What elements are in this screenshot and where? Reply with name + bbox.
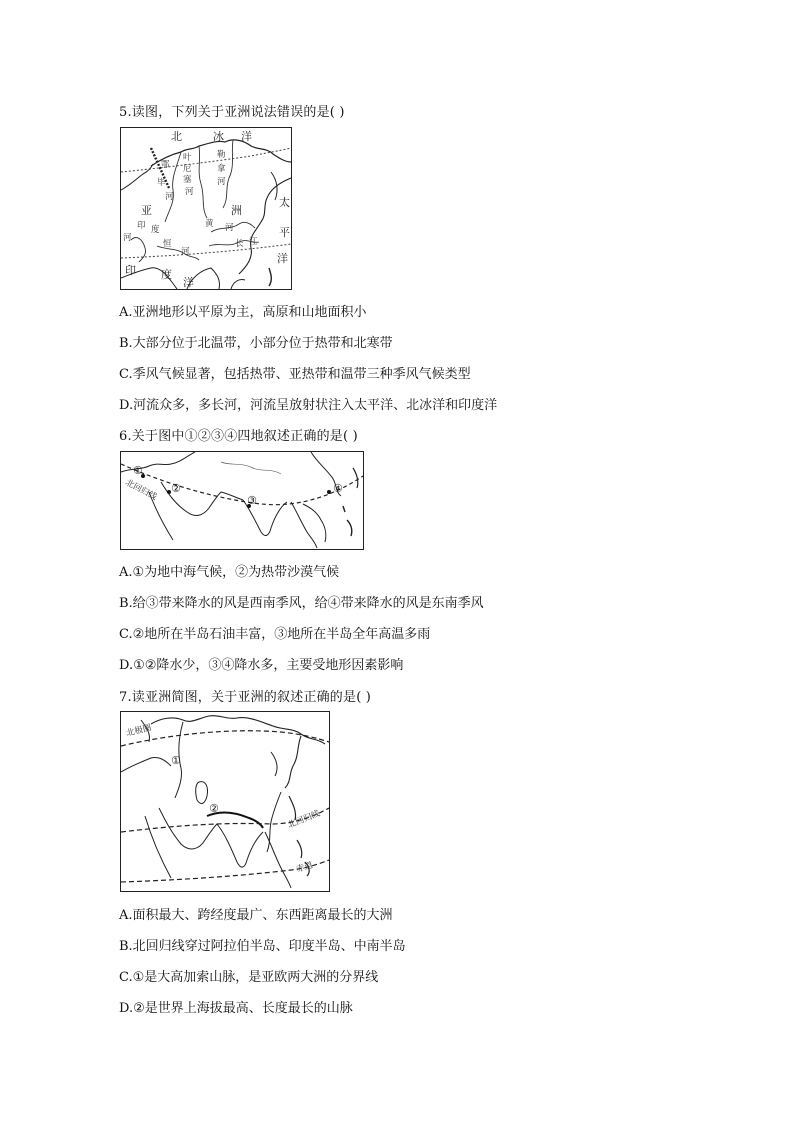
- point-1-label: ①: [133, 464, 143, 477]
- q7-title: 7.读亚洲简图，关于亚洲的叙述正确的是( ): [119, 690, 372, 705]
- q5-option-c[interactable]: C.季风气候显著，包括热带、亚热带和温带三种季风气候类型: [119, 367, 471, 382]
- label-zhou: 洲: [231, 204, 242, 217]
- q5-asia-rivers-map: [120, 127, 292, 290]
- label-du-south: 度: [161, 268, 172, 281]
- q6-option-d[interactable]: D.①②降水少，③④降水多，主要受地形因素影响: [119, 658, 404, 673]
- label-le-2: 拿: [217, 164, 226, 174]
- label-yang-south: 洋: [183, 276, 194, 289]
- label-ye-2: 尼: [183, 164, 192, 174]
- q6-option-c[interactable]: C.②地所在半岛石油丰富，③地所在半岛全年高温多雨: [119, 627, 431, 642]
- label-ye-3: 塞: [183, 175, 192, 185]
- label-le-3: 河: [217, 177, 226, 187]
- label-huang-1: 黄: [205, 219, 214, 229]
- q6-title: 6.关于图中①②③④四地叙述正确的是( ): [119, 429, 358, 444]
- label-ye-4: 河: [185, 187, 194, 197]
- label-bing: 冰: [213, 130, 224, 143]
- q7-option-b[interactable]: B.北回归线穿过阿拉伯半岛、印度半岛、中南半岛: [119, 939, 406, 954]
- q7-option-d[interactable]: D.②是世界上海拔最高、长度最长的山脉: [119, 1001, 353, 1016]
- q7-option-a[interactable]: A.面积最大、跨经度最广、东西距离最长的大洲: [119, 908, 393, 923]
- q7-option-c[interactable]: C.①是大高加索山脉，是亚欧两大洲的分界线: [119, 970, 379, 985]
- label-heng-2: 河: [181, 247, 190, 257]
- q6-option-b[interactable]: B.给③带来降水的风是西南季风，给④带来降水的风是东南季风: [119, 596, 484, 611]
- q5-title: 5.读图，下列关于亚洲说法错误的是( ): [119, 105, 345, 120]
- q5-option-b[interactable]: B.大部分位于北温带，小部分位于热带和北寒带: [119, 336, 393, 351]
- label-ob-2: 毕: [157, 178, 166, 188]
- label-chang-2: 江: [249, 237, 258, 247]
- label-ob-1: 鄂: [161, 160, 170, 170]
- q6-asia-climate-map: [120, 451, 364, 550]
- label-huang-2: 河: [225, 223, 234, 233]
- q5-option-a[interactable]: A.亚洲地形以平原为主，高原和山地面积小: [119, 305, 367, 320]
- label-ping: 平: [279, 226, 290, 239]
- tropic-label: 北回归线: [123, 477, 159, 503]
- point-1-label: ①: [171, 754, 181, 767]
- q6-option-a[interactable]: A.①为地中海气候，②为热带沙漠气候: [119, 565, 340, 580]
- q7-asia-outline-map: [120, 711, 330, 892]
- label-chang-1: 长: [235, 239, 244, 249]
- equator-label: 赤道: [295, 860, 315, 875]
- point-2-label: ②: [171, 482, 181, 495]
- label-tai: 太: [279, 196, 290, 209]
- label-yang-north: 洋: [241, 130, 252, 143]
- label-bei: 北: [171, 130, 182, 143]
- point-4-label: ④: [333, 482, 343, 495]
- tropic-label: 北回归线: [286, 808, 322, 831]
- label-yin-2: 度: [151, 225, 160, 235]
- arctic-circle-label: 北极圈: [125, 723, 153, 739]
- label-yin-3: 河: [123, 233, 132, 243]
- point-3-label: ③: [247, 494, 257, 507]
- label-ob-3: 河: [165, 192, 174, 202]
- point-2-label: ②: [209, 802, 219, 815]
- label-le-1: 勒: [217, 150, 226, 160]
- label-yin-1: 印: [137, 221, 146, 231]
- label-ye-1: 叶: [183, 153, 192, 163]
- label-yang-east: 洋: [277, 252, 288, 265]
- label-ya: 亚: [141, 204, 152, 217]
- q5-option-d[interactable]: D.河流众多，多长河，河流呈放射状注入太平洋、北冰洋和印度洋: [119, 398, 498, 413]
- label-yin-south: 印: [125, 264, 136, 277]
- label-heng-1: 恒: [163, 239, 172, 249]
